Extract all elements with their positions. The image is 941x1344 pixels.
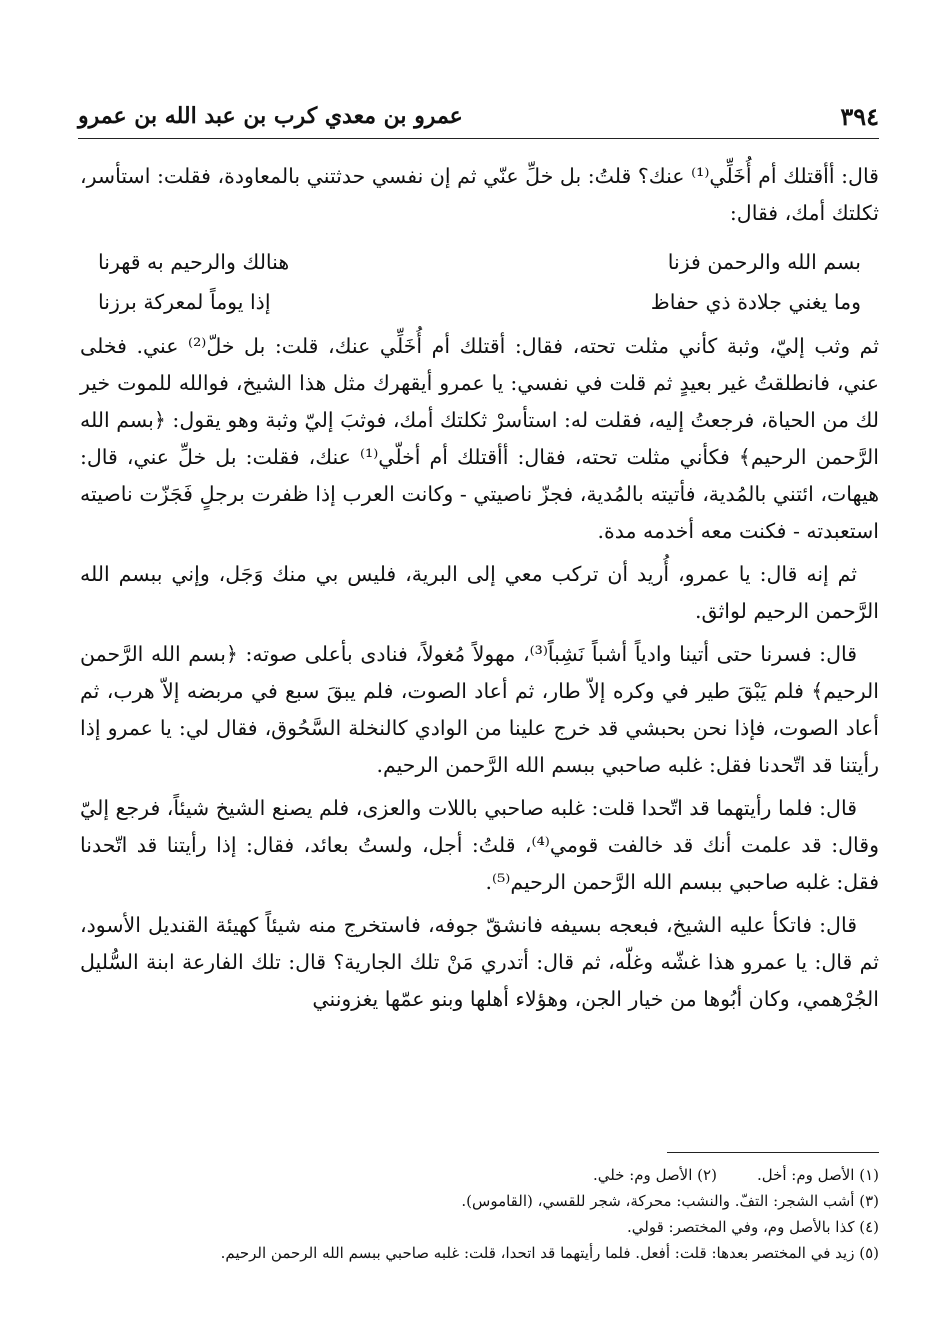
- verse-2-first-hemistich: وما يغني جلادة ذي حفاظ: [650, 290, 861, 314]
- verse-line-1: [98, 242, 861, 282]
- footnote-1: (١) الأصل وم: أخل.: [756, 1166, 879, 1184]
- footnotes: [80, 1162, 879, 1266]
- footnote-2: (٢) الأصل وم: خلي.: [592, 1166, 717, 1184]
- poem-verses: [98, 242, 861, 322]
- footnote-3: (٣) أشب الشجر: التفّ. والنشب: محركة، شجر للقسي، (القاموس).: [461, 1192, 879, 1210]
- footnote-4: (٤) كذا بالأصل وم، وفي المختصر: قولي.: [627, 1218, 879, 1236]
- paragraph-5: قال: فلما رأيتهما قد اتّحدا قلت: غلبه صاحبي باللات والعزى، فلم يصنع الشيخ شيئاً، فرجع إليّ وقال: قد علمت أنك قد خالفت قومي⁽⁴⁾، قلتُ: أجل، ولستُ بعائد، فقال: إذا رأيتنا قد اتّحدنا فقل: غلبه صاحبي ببسم الله الرَّحمن الرحيم⁽⁵⁾.: [80, 796, 879, 894]
- paragraph-3: ثم إنه قال: يا عمرو، أُريد أن تركب معي إلى البرية، فليس بي منك وَجَل، وإني ببسم الله الرَّحمن الرحيم لواثق.: [80, 562, 879, 623]
- verse-line-2: [98, 282, 861, 322]
- footnote-5: (٥) زيد في المختصر بعدها: قلت: أفعل. فلما رأيتهما قد اتحدا، قلت: غلبه صاحبي ببسم الله الرحمن الرحيم.: [220, 1244, 879, 1262]
- running-title: عمرو بن معدي كرب بن عبد الله بن عمرو: [78, 103, 463, 129]
- paragraph-4: قال: فسرنا حتى أتينا وادياً أشباً نَشِباً⁽³⁾، مهولاً مُغولاً، فنادى بأعلى صوته: ﴿بسم الله الرَّحمن الرحيم﴾ فلم يَبْقَ طير في وكره إلاّ طار، ثم أعاد الصوت، فلم يبقَ سبع في مربضه إلاّ هرب، ثم أعاد الصوت، فإذا نحن بحبشي قد خرج علينا من الوادي كالنخلة السَّحُوق، فقال لي: يا عمرو إذا رأيتنا قد اتّحدنا فقل: غلبه صاحبي ببسم الله الرَّحمن الرحيم.: [80, 642, 879, 777]
- paragraph-1: قال: أأقتلك أم أُخَلِّي⁽¹⁾ عنك؟ قلتُ: بل خلِّ عنّي ثم إن نفسي حدثتني بالمعاودة، فقلت: استأسر، ثكلتك أمك، فقال:: [80, 164, 879, 225]
- verse-2-second-hemistich: إذا يوماً لمعركة برزنا: [98, 290, 271, 314]
- verse-1-first-hemistich: بسم الله والرحمن فزنا: [667, 250, 861, 274]
- verse-1-second-hemistich: هنالك والرحيم به قهرنا: [98, 250, 290, 274]
- paragraph-2: ثم وثب إليّ، وثبة كأني مثلت تحته، فقال: أقتلك أم أُخَلِّي عنك، قلت: بل خلّ⁽²⁾ عني. فخلى عني، فانطلقتُ غير بعيدٍ ثم قلت في نفسي: يا عمرو أيقهرك مثل هذا الشيخ، فوالله للموت خير لك من الحياة، فرجعتُ إليه، فقلت له: استأسرْ ثكلتك أمك، فوثبَ إليّ وثبة وهو يقول: ﴿بسم الله الرَّحمن الرحيم﴾ فكأني مثلت تحته، فقال: أأقتلك أم أخلّي⁽¹⁾ عنك، فقلت: بل خلِّ عني، قال: هيهات، ائتني بالمُدية، فأتيته بالمُدية، فجزّ ناصيتي - وكانت العرب إذا ظفرت برجلٍ فَجَزّت ناصيته استعبدته - فكنت معه أخدمه مدة.: [80, 334, 880, 543]
- main-text: [80, 158, 879, 1024]
- paragraph-6: قال: فاتكأ عليه الشيخ، فبعجه بسيفه فانشقّ جوفه، فاستخرج منه شيئاً كهيئة القنديل الأسود، ثم قال: يا عمرو هذا غشّه وغلّه، ثم قال: أتدري مَنْ تلك الجارية؟ قال: تلك الفارعة ابنة السُّليل الجُرْهمي، وكان أبُوها من خيار الجن، وهؤلاء أهلها وبنو عمّها يغزونني: [80, 913, 879, 1011]
- page-number: ٣٩٤: [840, 101, 879, 131]
- footnote-separator: [667, 1152, 879, 1153]
- running-header: [78, 94, 879, 139]
- footnote-row-1: [80, 1162, 879, 1188]
